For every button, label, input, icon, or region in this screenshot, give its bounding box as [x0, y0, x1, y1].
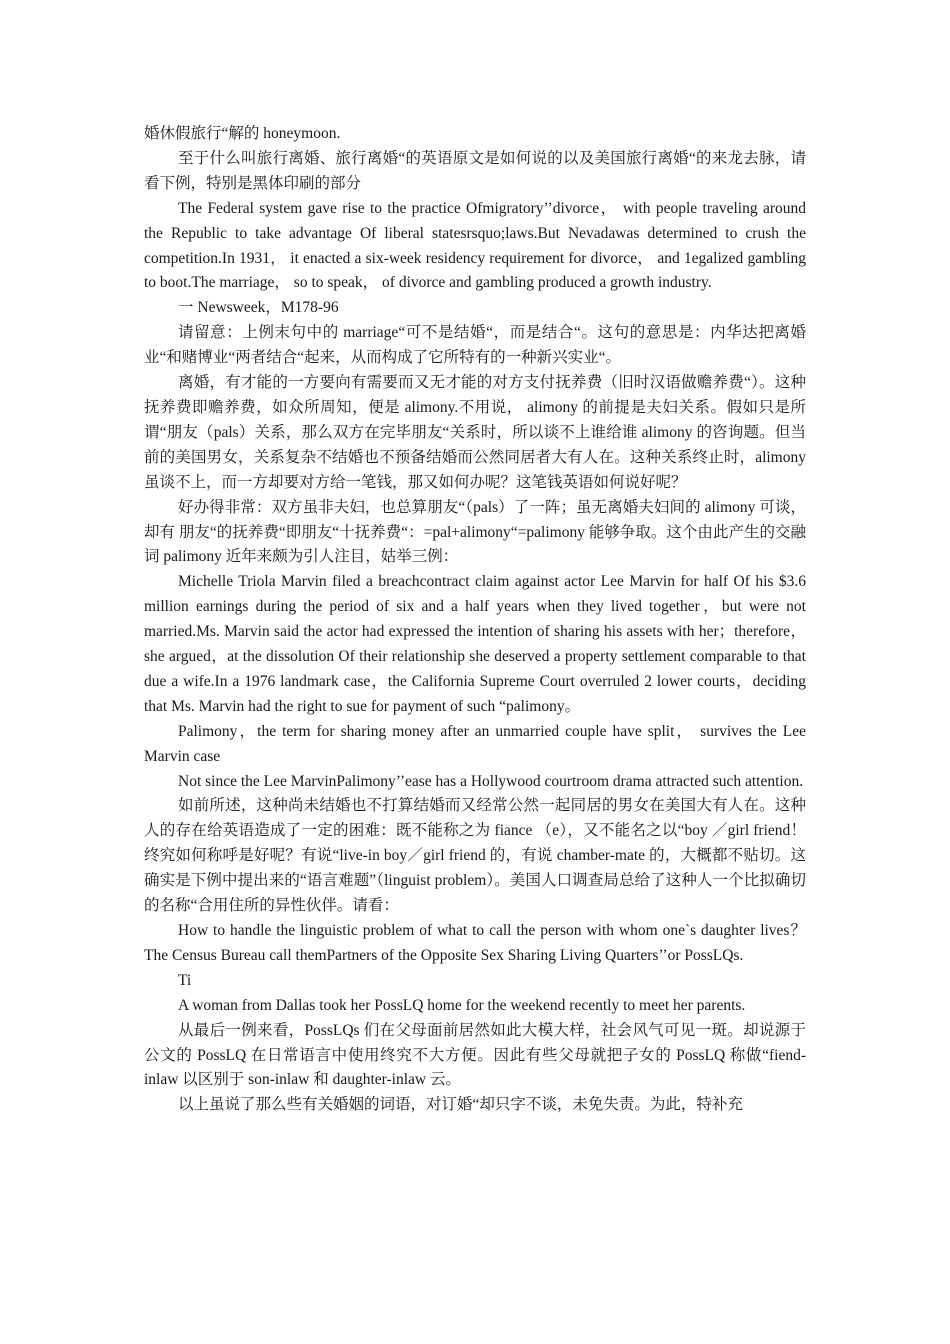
- paragraph-12: How to handle the linguistic problem of what to call the person with whom one`s daughter lives？ The Census Bureau call themPartners of the Opposite Sex Sharing Living Quarters’’or PossLQs.: [144, 922, 806, 964]
- paragraph-10: Not since the Lee MarvinPalimony’’ease has a Hollywood courtroom drama attracted such attention.: [178, 772, 804, 790]
- paragraph-9: Palimony，the term for sharing money after an unmarried couple have split， survives the Lee Marvin case: [144, 722, 806, 765]
- paragraph-5: 请留意：上例末句中的 marriage“可不是结婚“，而是结合“。这句的意思是：内华达把离婚业“和赌博业“两者结合“起来，从而构成了它所特有的一种新兴实业“。: [144, 324, 806, 367]
- document-body: [144, 122, 806, 1118]
- paragraph-16: 以上虽说了那么些有关婚姻的词语，对订婚“却只字不谈，未免失责。为此，特补充: [178, 1096, 743, 1114]
- paragraph-3: The Federal system gave rise to the practice Ofmigratory’’divorce， with people traveling around the Republic to take advantage Of liberal statesrsquo;laws.But Nevadawas determined to crush the competition.In 1931， it enacted a six-week residency requirement for divorce， and 1egalized gambling to boot.The marriage， so to speak， of divorce and gambling produced a growth industry.: [144, 199, 806, 292]
- paragraph-8: Michelle Triola Marvin filed a breachcontract claim against actor Lee Marvin for half Of his $3.6 million earnings during the period of six and a half years when they lived together，but were not married.Ms. Marvin said the actor had expressed the intention of sharing his assets with her；therefore，she argued，at the dissolution Of their relationship she deserved a property settlement comparable to that due a wife.In a 1976 landmark case，the California Supreme Court overruled 2 lower courts，deciding that Ms. Marvin had the right to sue for payment of such “palimony。: [144, 573, 806, 715]
- paragraph-14: A woman from Dallas took her PossLQ home for the weekend recently to meet her parents.: [178, 996, 746, 1014]
- paragraph-7: 好办得非常：双方虽非夫妇，也总算朋友“（pals）了一阵；虽无离婚夫妇间的 alimony 可谈，却有 朋友“的抚养费“即朋友“十抚养费“：=pal+alimony“=palimony 能够争取。这个由此产生的交融词 palimony 近年来颇为引人注目，姑举三例：: [144, 498, 806, 566]
- paragraph-15: 从最后一例来看，PossLQs 们在父母面前居然如此大模大样，社会风气可见一斑。却说源于公文的 PossLQ 在日常语言中使用终究不大方便。因此有些父母就把子女的 PossLQ 称做“fiend-inlaw 以区别于 son-inlaw 和 daughter-inlaw 云。: [144, 1021, 806, 1089]
- paragraph-4-citation: 一 Newsweek，M178-96: [178, 299, 339, 317]
- paragraph-2: 至于什么叫旅行离婚、旅行离婚“的英语原文是如何说的以及美国旅行离婚“的来龙去脉，请看下例，特别是黑体印刷的部分: [144, 149, 806, 192]
- paragraph-6: 离婚，有才能的一方要向有需要而又无才能的对方支付抚养费（旧时汉语做赡养费“）。这种抚养费即赡养费，如众所周知，便是 alimony.不用说， alimony 的前提是夫妇关系。假如只是所谓“朋友（pals）关系，那么双方在完毕朋友“关系时，所以谈不上谁给谁 alimony 的咨询题。但当前的美国男女，关系复杂不结婚也不预备结婚而公然同居者大有人在。这种关系终止时，alimony 虽谈不上，而一方却要对方给一笔钱，那又如何办呢？这笔钱英语如何说好呢？: [144, 374, 806, 491]
- paragraph-11: 如前所述，这种尚未结婚也不打算结婚而又经常公然一起同居的男女在美国大有人在。这种人的存在给英语造成了一定的困难：既不能称之为 fiance （e），又不能名之以“boy ／girl friend！终究如何称呼是好呢？有说“live-in boy／girl friend 的，有说 chamber-mate 的，大概都不贴切。这确实是下例中提出来的“语言难题”（linguist problem）。美国人口调查局总给了这种人一个比拟确切的名称“合用住所的异性伙伴。请看：: [144, 797, 806, 915]
- paragraph-1: 婚休假旅行“解的 honeymoon.: [144, 125, 341, 142]
- paragraph-13: Ti: [178, 971, 192, 989]
